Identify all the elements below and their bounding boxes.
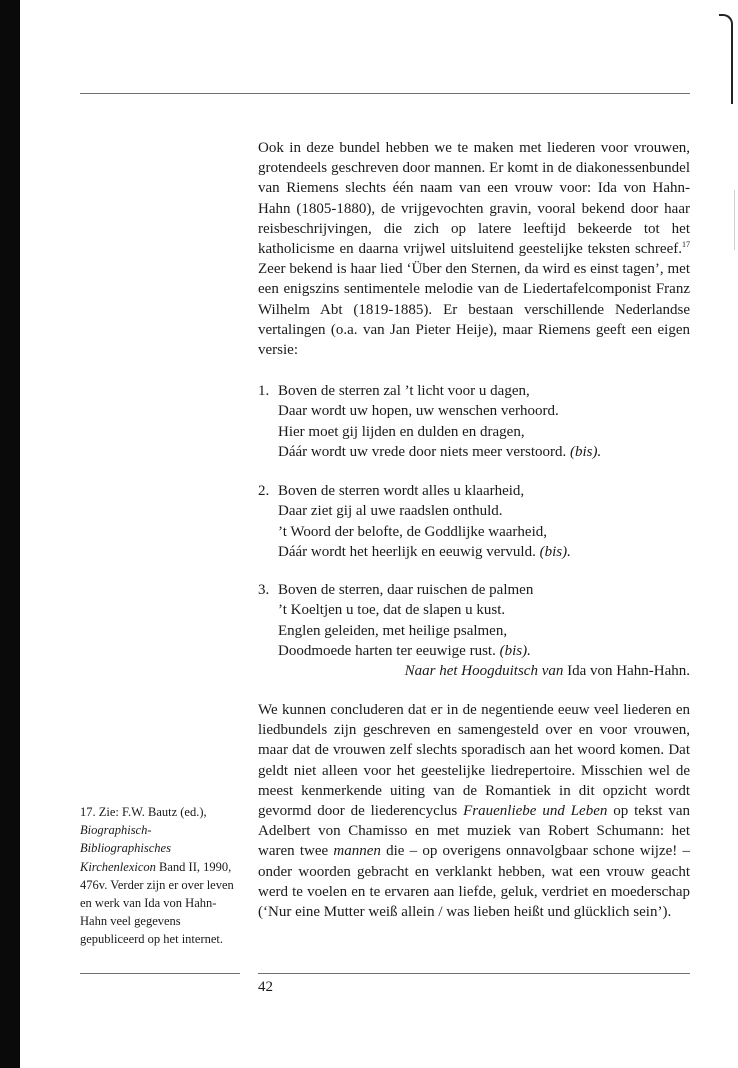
bottom-rule [258,973,690,974]
paragraph-2-text-end: die – op overigens onnavolgbaar schone wijze! – onder woorden gebracht en verklankt hebben, wat een vrouw geacht werd te voelen en te ervaren aan liefde, geluk, verdriet en moederschap (‘Nur eine Mutter weiß allein / was lieben heißt und glücklich sein’). [258,843,690,921]
scan-artifact [734,190,735,250]
paragraph-1-text: Ook in deze bundel hebben we te maken met liederen voor vrouwen, grotendeels geschreven door mannen. Er komt in de diakonessenbundel van Riemens slechts één naam van een vrouw voor: Ida von Hahn-Hahn (1805-1880), de vrijgevochten gravin, vooral bekend door haar reisbeschrijvingen, die zich op latere leeftijd bekeerde tot het katholicisme en daarna vrijwel uitsluitend geestelijke teksten schreef. [258,140,690,258]
verse-line: ’t Woord der belofte, de Goddlijke waarheid, [278,523,547,540]
verse-line: Daar ziet gij al uwe raadslen onthuld. [278,503,503,520]
stanza-number: 1. [258,383,270,399]
refrain-mark: (bis). [539,543,571,560]
verse-line: Boven de sterren zal ’t licht voor u dagen, [278,383,530,399]
footnote-number: 17. [80,805,96,819]
footnote-ref: 17 [682,240,690,250]
stanza-number: 3. [258,582,270,598]
poem-stanza-3 [258,580,690,681]
poem-attribution [258,661,690,681]
stanza-number: 2. [258,483,270,499]
verse-line: Englen geleiden, met heilige psalmen, [278,622,508,639]
verse-line: Boven de sterren, daar ruischen de palmen [278,582,534,598]
verse-line: ’t Koeltjen u toe, dat de slapen u kust. [278,602,506,619]
poem-stanza-1 [258,381,690,462]
footnote-lead: Zie: F.W. Bautz (ed.), [95,805,207,819]
work-title: Frauenliebe und Leben [463,803,608,820]
paragraph-2-text-continued: op tekst van Adelbert von Chamisso en met muziek van Robert Schumann: het waren twee [258,803,690,860]
verse-line: Doodmoede harten ter eeuwige rust. [278,642,496,659]
refrain-mark: (bis). [499,642,531,659]
verse-line: Hier moet gij lijden en dulden en dragen, [278,423,525,440]
footnote-rule [80,973,240,974]
paragraph-1-text-continued: Zeer bekend is haar lied ‘Über den Sternen, da wird es einst tagen’, met een enigszins sentimentele melodie van de Liedertafelcomponist Franz Wilhelm Abt (1819-1885). Er bestaan verschillende Nederlandse vertalingen (o.a. van Jan Pieter Heije), maar Riemens geeft een eigen versie: [258,261,690,359]
footnote-source-title: Biographisch-Bibliographisches Kirchenlexicon [80,823,171,874]
verse-line: Boven de sterren wordt alles u klaarheid, [278,483,525,499]
attribution-prefix: Naar het Hoogduitsch van [404,663,564,680]
top-rule [80,93,690,94]
verse-line: Dáár wordt het heerlijk en eeuwig vervuld. [278,543,536,560]
paragraph-1 [258,138,690,360]
scan-left-edge [0,0,20,1068]
footnote-text: Band II, 1990, 476v. Verder zijn er over leven en werk van Ida von Hahn-Hahn veel gegevens gepubliceerd op het internet. [80,859,234,947]
attribution-author: Ida von Hahn-Hahn. [563,663,690,680]
paragraph-2-text: We kunnen concluderen dat er in de negentiende eeuw veel liederen en liedbundels zijn geschreven en samengesteld over en voor vrouwen, maar dat de vrouwen zelf slechts sporadisch aan het woord komen. Dat geldt niet alleen voor het geestelijke liedrepertoire. Misschien wel de meest kenmerkende uiting van de Romantiek in dit opzicht wordt gevormd door de liederencyclus [258,702,690,820]
page-number: 42 [258,979,273,995]
emphasis: mannen [333,843,381,860]
crop-mark [719,14,733,104]
verse-line: Daar wordt uw hopen, uw wenschen verhoord. [278,403,559,420]
verse-line: Dáár wordt uw vrede door niets meer verstoord. [278,443,567,460]
footnote-17 [80,803,238,949]
paragraph-2 [258,700,690,922]
refrain-mark: (bis). [570,443,602,460]
poem-stanza-2 [258,481,690,562]
